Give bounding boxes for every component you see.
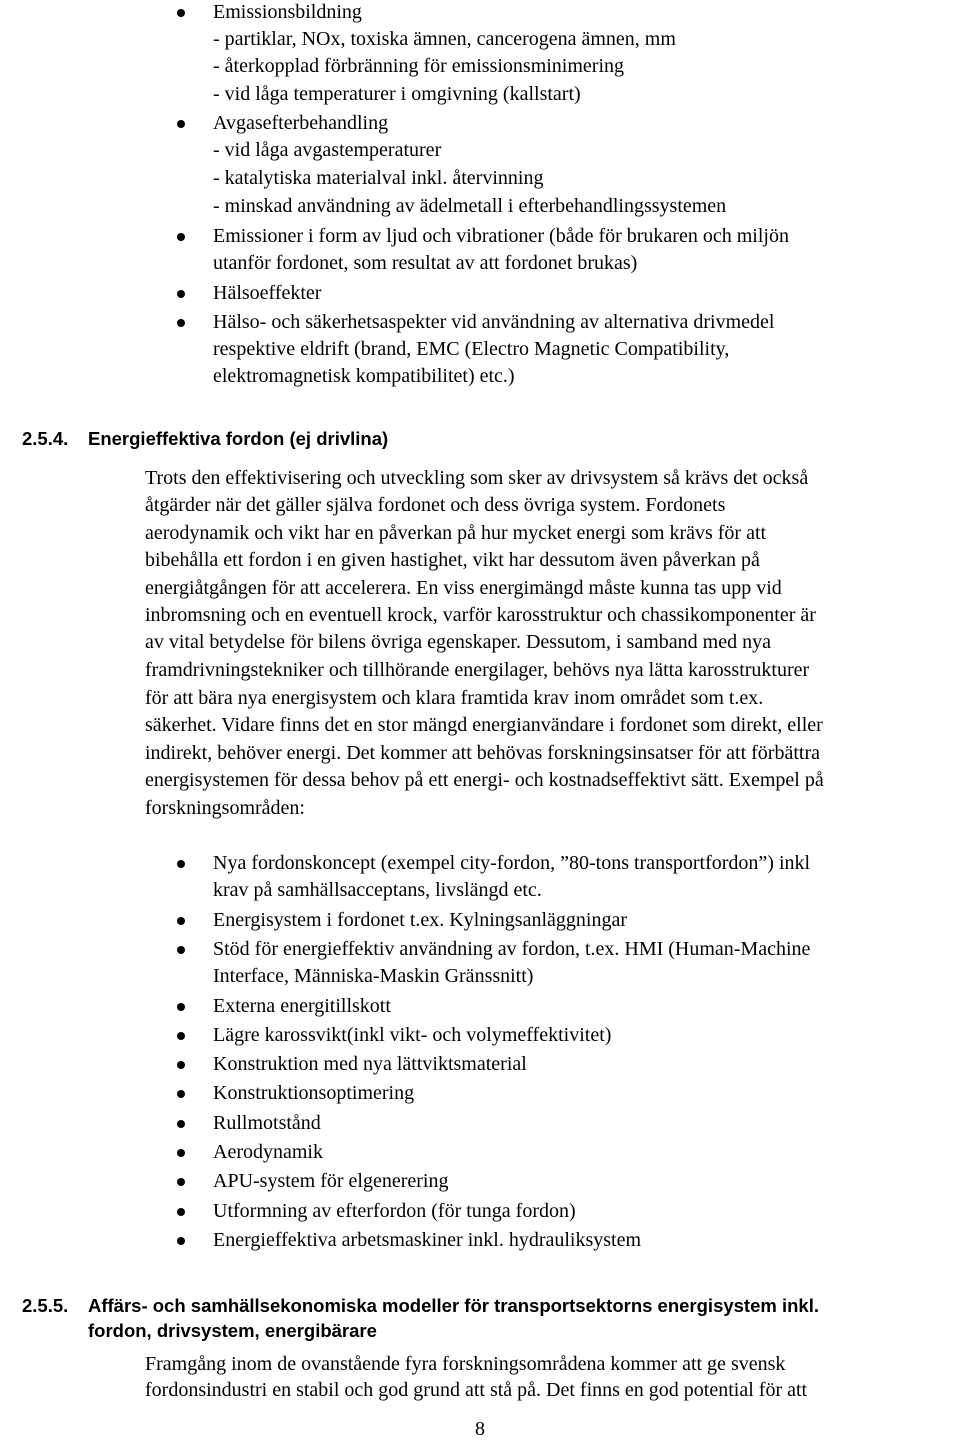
paragraph-line: fordonsindustri en stabil och god grund att stå på. Det finns en god potential för att	[145, 1379, 808, 1401]
bullet-icon	[177, 1032, 185, 1040]
list-item-line: utanför fordonet, som resultat av att fordonet brukas)	[213, 252, 638, 274]
paragraph-line: forskningsområden:	[145, 797, 305, 819]
bullet-icon	[177, 1208, 185, 1216]
list-item-line: Lägre karossvikt(inkl vikt- och volymeffektivitet)	[213, 1024, 612, 1046]
paragraph-line: Trots den effektivisering och utveckling som sker av drivsystem så krävs det också	[145, 467, 809, 489]
paragraph-line: säkerhet. Vidare finns det en stor mängd energianvändare i fordonet som direkt, eller	[145, 714, 823, 736]
list-item-line: Nya fordonskoncept (exempel city-fordon, ”80-tons transportfordon”) inkl	[213, 852, 811, 874]
list-item-line: Energieffektiva arbetsmaskiner inkl. hydrauliksystem	[213, 1229, 642, 1251]
bullet-icon	[177, 290, 185, 298]
paragraph-line: för att bära nya energisystem och klara framtida krav inom området som t.ex.	[145, 687, 764, 709]
list-item-line: Konstruktionsoptimering	[213, 1082, 415, 1104]
paragraph-line: inbromsning och en eventuell krock, varför karosstruktur och chassikomponenter är	[145, 604, 816, 626]
paragraph-line: energisystemen för dessa behov på ett energi- och kostnadseffektivt sätt. Exempel på	[145, 769, 824, 791]
list-item-line: Aerodynamik	[213, 1141, 323, 1163]
list-item-line: Interface, Människa-Maskin Gränssnitt)	[213, 965, 534, 987]
paragraph-line: åtgärder när det gäller själva fordonet och dess övriga system. Fordonets	[145, 494, 726, 516]
page-number: 8	[475, 1418, 485, 1440]
paragraph-line: framdrivningstekniker och tillhörande energilager, behövs nya lätta karosstrukturer	[145, 659, 810, 681]
list-item-line: Rullmotstånd	[213, 1112, 321, 1134]
paragraph-line: bibehålla ett fordon i en given hastighet, vikt har dessutom även påverkan på	[145, 549, 760, 571]
paragraph-line: av vital betydelse för bilens övriga egenskaper. Dessutom, i samband med nya	[145, 631, 771, 653]
bullet-icon	[177, 1237, 185, 1245]
bullet-icon	[177, 917, 185, 925]
list-item-line: Avgasefterbehandling	[213, 112, 389, 134]
list-item-line: - katalytiska materialval inkl. återvinning	[213, 167, 544, 189]
paragraph-line: Framgång inom de ovanstående fyra forskningsområdena kommer att ge svensk	[145, 1353, 786, 1375]
list-item-line: elektromagnetisk kompatibilitet) etc.)	[213, 365, 515, 387]
list-item-line: krav på samhällsacceptans, livslängd etc.	[213, 879, 542, 901]
section-title-line: fordon, drivsystem, energibärare	[88, 1320, 377, 1341]
paragraph-line: aerodynamik och vikt har en påverkan på hur mycket energi som krävs för att	[145, 522, 767, 544]
list-item-line: Hälso- och säkerhetsaspekter vid användning av alternativa drivmedel	[213, 311, 775, 333]
list-item-line: Energisystem i fordonet t.ex. Kylningsanläggningar	[213, 909, 627, 931]
list-item-line: - återkopplad förbränning för emissionsminimering	[213, 55, 625, 77]
list-item-line: Utformning av efterfordon (för tunga fordon)	[213, 1200, 576, 1222]
bullet-icon	[177, 120, 185, 128]
list-item-line: Emissioner i form av ljud och vibrationer (både för brukaren och miljön	[213, 225, 789, 247]
section-title: Energieffektiva fordon (ej drivlina)	[88, 428, 389, 449]
bullet-icon	[177, 1178, 185, 1186]
bullet-icon	[177, 9, 185, 17]
list-item-line: - minskad användning av ädelmetall i efterbehandlingssystemen	[213, 195, 727, 217]
list-item-line: Konstruktion med nya lättviktsmaterial	[213, 1053, 527, 1075]
list-item-line: respektive eldrift (brand, EMC (Electro Magnetic Compatibility,	[213, 338, 730, 360]
section-number: 2.5.4.	[22, 428, 69, 449]
bullet-icon	[177, 1149, 185, 1157]
list-item-line: Hälsoeffekter	[213, 282, 322, 304]
section-number: 2.5.5.	[22, 1295, 69, 1316]
bullet-icon	[177, 1061, 185, 1069]
list-item-line: Emissionsbildning	[213, 1, 362, 23]
bullet-icon	[177, 860, 185, 868]
bullet-icon	[177, 1090, 185, 1098]
list-item-line: - vid låga temperaturer i omgivning (kallstart)	[213, 83, 581, 105]
list-item-line: Externa energitillskott	[213, 995, 391, 1017]
paragraph-line: indirekt, behöver energi. Det kommer att behövas forskningsinsatser för att förbättra	[145, 742, 820, 764]
bullet-icon	[177, 233, 185, 241]
bullet-icon	[177, 946, 185, 954]
list-item-line: APU-system för elgenerering	[213, 1170, 449, 1192]
bullet-icon	[177, 1120, 185, 1128]
section-title-line: Affärs- och samhällsekonomiska modeller för transportsektorns energisystem inkl.	[88, 1295, 819, 1316]
list-item-line: Stöd för energieffektiv användning av fordon, t.ex. HMI (Human-Machine	[213, 938, 811, 960]
paragraph-line: energiåtgången för att accelerera. En viss energimängd måste kunna tas upp vid	[145, 577, 782, 599]
bullet-icon	[177, 319, 185, 327]
list-item-line: - partiklar, NOx, toxiska ämnen, cancerogena ämnen, mm	[213, 28, 676, 50]
bullet-icon	[177, 1003, 185, 1011]
list-item-line: - vid låga avgastemperaturer	[213, 139, 442, 161]
